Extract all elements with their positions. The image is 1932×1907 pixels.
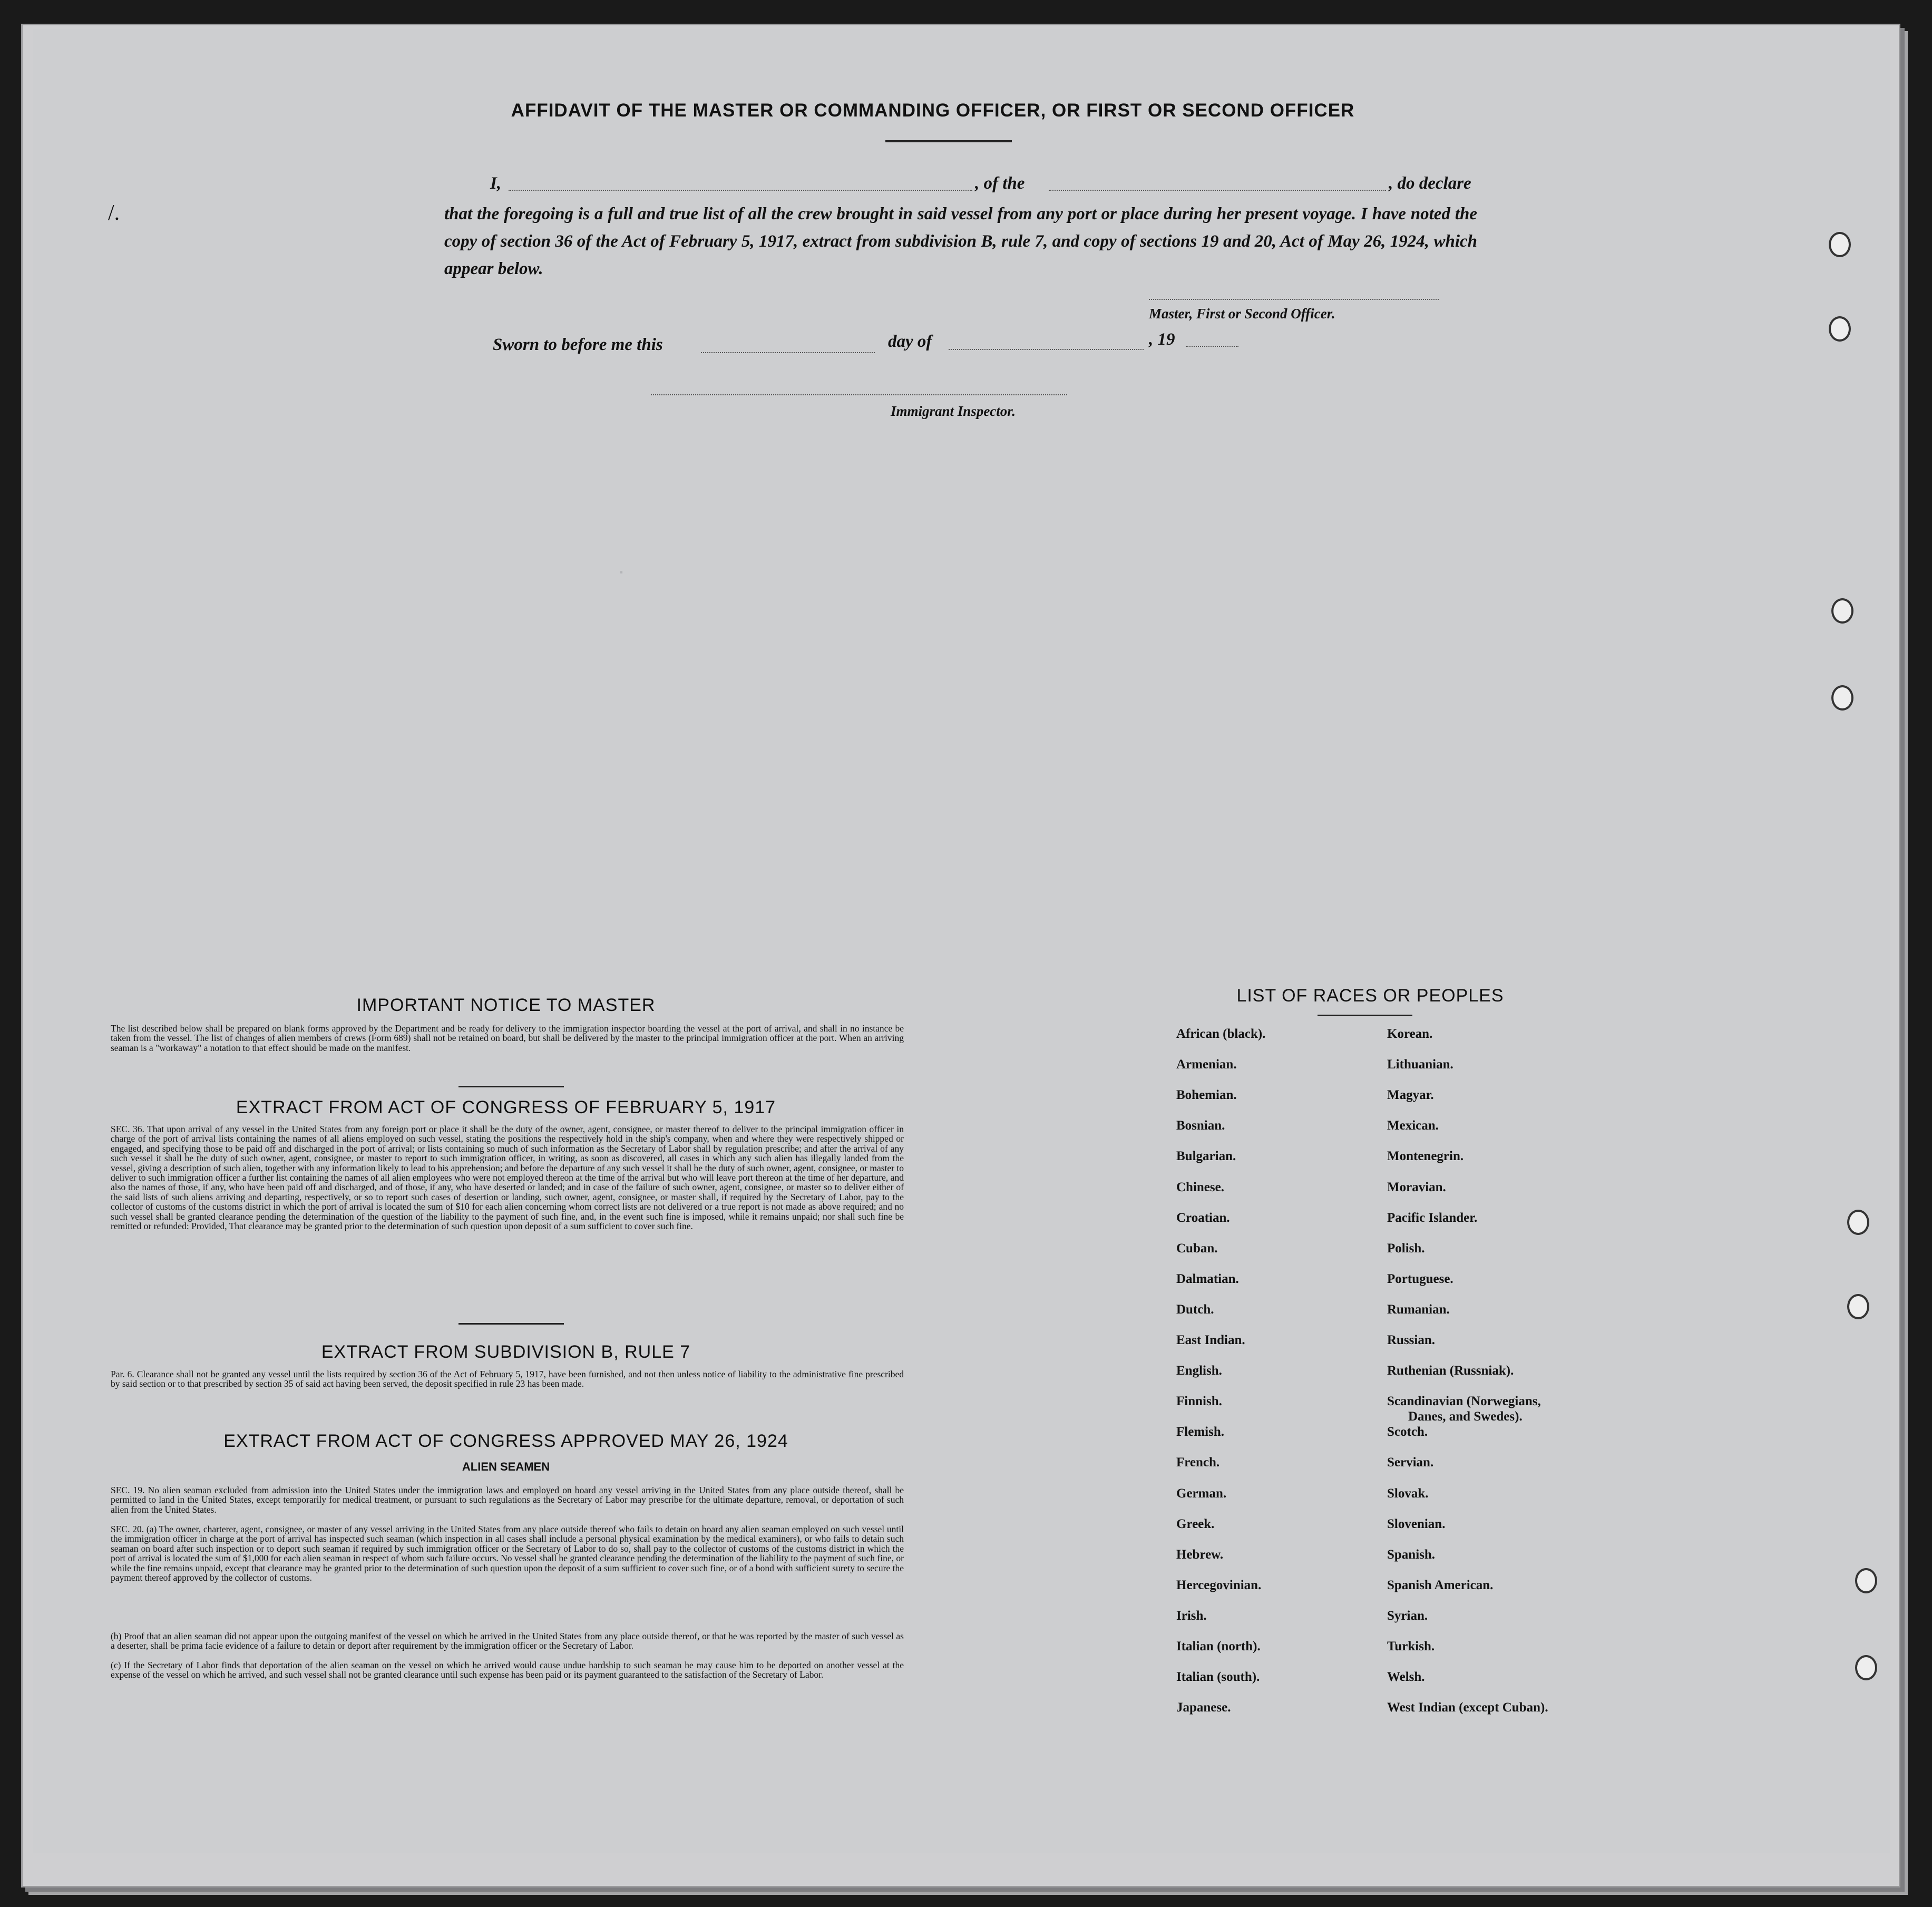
section-divider xyxy=(458,1086,564,1087)
section-20a-text: SEC. 20. (a) The owner, charterer, agent, consignee, or master of any vessel arriving in the United States from any place outside thereof who fails to detain on board any alien seaman employed on such vessel until the immigration officer in charge at the port of arrival has inspected such seaman (which inspection in all cases shall include a personal physical examination by the medical examiners), or who fails to detain such seaman on board after such inspection or to deport such seaman if required by such immigration officer or the Secretary of Labor to do so, shall pay to the collector of customs of the customs district in which the port of arrival is located the sum of $1,000 for each alien seaman in respect of whom such failure occurs. No vessel shall be granted clearance pending the determination of the liability to the payment of such fine, or while the fine remains unpaid, except that clearance may be granted prior to the determination of such question upon the deposit of a sum sufficient to cover such fine, or of a bond with sufficient surety to secure the payment thereof approved by the collector of customs. xyxy=(111,1524,904,1583)
race-item: Russian. xyxy=(1387,1333,1436,1347)
binder-hole xyxy=(1855,1655,1877,1680)
binder-hole xyxy=(1829,316,1851,342)
race-item: Turkish. xyxy=(1387,1639,1435,1653)
race-item: Dutch. xyxy=(1176,1302,1214,1317)
races-underline xyxy=(1318,1015,1412,1016)
race-item: German. xyxy=(1176,1486,1227,1501)
race-item: African (black). xyxy=(1176,1027,1266,1041)
binder-hole xyxy=(1831,598,1853,624)
race-item: Montenegrin. xyxy=(1387,1149,1464,1164)
race-item: Scandinavian (Norwegians, xyxy=(1387,1394,1541,1409)
affidavit-of-the: , of the xyxy=(975,174,1025,193)
extract-1917-text: SEC. 36. That upon arrival of any vessel in the United States from any foreign port or place it shall be the duty of the owner, agent, consignee, or master thereof to deliver to the principal immigration officer in charge of the port of arrival lists containing the names of all aliens employed on such vessel, stating the positions the respectively hold in the ship's company, when and where they were respectively shipped or engaged, and specifying those to be paid off and discharged in the port of arrival; or lists containing so much of such information as the Secretary of Labor shall by regulation prescribe; and after the arrival of any such vessel it shall be the duty of such owner, agent, consignee, or master to report to such immigration officer, in writing, as soon as discovered, all cases in which any such alien has illegally landed from the vessel, giving a description of such alien, together with any information likely to lead to his apprehension; and before the departure of any such vessel it shall be the duty of such owner, agent, consignee, or master to deliver to such immigration officer a further list containing the names of all alien employees who were not employed thereon at the time of the arrival but who will leave port thereon at the time of her departure, and also the names of those, if any, who have been paid off and discharged, and of those, if any, who have deserted or landed; and in case of the failure of such owner, agent, consignee, or master so to deliver either of the said lists of such aliens arriving and departing, respectively, or so to report such cases of desertion or landing, such owner, agent, consignee, or master shall, if required by the Secretary of Labor, pay to the collector of customs of the customs district in which the port of arrival is located the sum of $10 for each alien concerning whom correct lists are not delivered or a true report is not made as above required; and no such vessel shall be granted clearance pending the determination of the question of the liability to the payment of such fine, and, in the event such fine is imposed, while it remains unpaid; nor shall such fine be remitted or refunded: Provided, That clearance may be granted prior to the determination of such question upon deposit of a sum sufficient to cover such fine. xyxy=(111,1124,904,1232)
races-title: LIST OF RACES OR PEOPLES xyxy=(1236,986,1504,1006)
section-divider xyxy=(458,1323,564,1325)
race-item: Slovenian. xyxy=(1387,1516,1446,1531)
race-item: Italian (north). xyxy=(1176,1639,1261,1653)
race-item: Finnish. xyxy=(1176,1394,1222,1409)
section-19-text: SEC. 19. No alien seaman excluded from admission into the United States under the immigration laws and employed on board any vessel arriving in the United States from any place outside thereof, shall be permitted to land in the United States, except temporarily for medical treatment, or pursuant to such regulations as the Secretary of Labor may prescribe for the ultimate departure, removal, or deportation of such alien from the United States. xyxy=(111,1485,904,1515)
race-item: East Indian. xyxy=(1176,1333,1245,1347)
sworn-label: Sworn to before me this xyxy=(493,335,663,354)
race-item: Magyar. xyxy=(1387,1088,1434,1103)
race-item: Syrian. xyxy=(1387,1608,1428,1623)
race-item: Japanese. xyxy=(1176,1700,1231,1715)
race-item: Spanish. xyxy=(1387,1547,1436,1562)
master-signature-line xyxy=(1149,299,1439,300)
binder-hole xyxy=(1847,1294,1869,1319)
race-item: Scotch. xyxy=(1387,1425,1428,1439)
race-item: Welsh. xyxy=(1387,1670,1425,1685)
race-item: Ruthenian (Russniak). xyxy=(1387,1364,1514,1378)
extract-1917-title: EXTRACT FROM ACT OF CONGRESS OF FEBRUARY 5, 1917 xyxy=(236,1097,776,1117)
race-item: Pacific Islander. xyxy=(1387,1210,1478,1225)
title-underline xyxy=(885,140,1012,142)
race-item: Hercegovinian. xyxy=(1176,1578,1262,1592)
race-item: Portuguese. xyxy=(1387,1271,1453,1286)
race-item: Italian (south). xyxy=(1176,1670,1260,1685)
alien-seamen-subtitle: ALIEN SEAMEN xyxy=(462,1460,550,1473)
race-item: Mexican. xyxy=(1387,1118,1439,1133)
binder-hole xyxy=(1829,232,1851,257)
section-20b-text: (b) Proof that an alien seaman did not appear upon the outgoing manifest of the vessel on which he arrived in the United States from any place outside thereof, or that he was reported by the master of such vessel as a deserter, shall be prima facie evidence of a failure to detain or deport after requirement by the immigration officer or the Secretary of Labor. xyxy=(111,1631,904,1651)
section-20c-text: (c) If the Secretary of Labor finds that deportation of the alien seaman on the vessel on which he arrived would cause undue hardship to such seaman he may cause him to be deported on another vessel at the expense of the vessel on which he arrived, and such vessel shall not be granted clearance until such expense has been paid or its payment guaranteed to the satisfaction of the Secretary of Labor. xyxy=(111,1660,904,1680)
race-item: Hebrew. xyxy=(1176,1547,1224,1562)
race-item: Polish. xyxy=(1387,1241,1425,1256)
notice-title: IMPORTANT NOTICE TO MASTER xyxy=(356,995,656,1015)
race-item: Greek. xyxy=(1176,1516,1215,1531)
binder-hole xyxy=(1855,1568,1877,1593)
race-item: Flemish. xyxy=(1176,1425,1224,1439)
race-item: French. xyxy=(1176,1455,1220,1470)
race-item: Croatian. xyxy=(1176,1210,1230,1225)
race-item: Bulgarian. xyxy=(1176,1149,1236,1164)
extract-1924-title: EXTRACT FROM ACT OF CONGRESS APPROVED MAY 26, 1924 xyxy=(223,1431,788,1451)
race-item: Chinese. xyxy=(1176,1180,1224,1194)
affidavit-title: AFFIDAVIT OF THE MASTER OR COMMANDING OFFICER, OR FIRST OR SECOND OFFICER xyxy=(511,100,1355,121)
race-item: West Indian (except Cuban). xyxy=(1387,1700,1548,1715)
race-item: Dalmatian. xyxy=(1176,1271,1239,1286)
inspector-signature-line xyxy=(651,394,1067,395)
vessel-line xyxy=(1049,190,1386,191)
day-of-label: day of xyxy=(888,332,932,351)
race-item: Servian. xyxy=(1387,1455,1434,1470)
race-item: Lithuanian. xyxy=(1387,1057,1453,1072)
race-item: English. xyxy=(1176,1364,1222,1378)
affidavit-i: I, xyxy=(490,174,502,193)
binder-hole xyxy=(1831,685,1853,711)
affidavit-declare: , do declare xyxy=(1389,174,1471,193)
master-caption: Master, First or Second Officer. xyxy=(1149,306,1335,322)
year-label: , 19 xyxy=(1149,330,1175,349)
subdivision-b-title: EXTRACT FROM SUBDIVISION B, RULE 7 xyxy=(321,1342,691,1362)
race-item: Slovak. xyxy=(1387,1486,1429,1501)
race-item: Cuban. xyxy=(1176,1241,1218,1256)
name-line xyxy=(509,190,972,191)
day-line xyxy=(701,352,875,353)
inspector-caption: Immigrant Inspector. xyxy=(891,403,1016,419)
race-item: Irish. xyxy=(1176,1608,1207,1623)
binder-hole xyxy=(1847,1210,1869,1235)
race-item: Danes, and Swedes). xyxy=(1408,1409,1523,1424)
affidavit-body: that the foregoing is a full and true list of all the crew brought in said vessel from any port or place during her present voyage. I have noted the copy of section 36 of the Act of February 5, 1917, extract from subdivision B, rule 7, and copy of sections 19 and 20, Act of May 26, 1924, which appear below. xyxy=(444,205,1477,278)
margin-mark: /. xyxy=(108,201,120,225)
subdivision-b-text: Par. 6. Clearance shall not be granted any vessel until the lists required by section 36 of the Act of February 5, 1917, have been furnished, and not then unless notice of liability to the administrative fine prescribed by said section or to that prescribed by section 35 of said act having been served, the deposit specified in rule 23 has been made. xyxy=(111,1369,904,1389)
notice-text: The list described below shall be prepared on blank forms approved by the Department and be ready for delivery to the immigration inspector boarding the vessel at the port of arrival, and shall in no instance be taken from the vessel. The list of changes of alien members of crews (Form 689) shall not be retained on board, but shall be delivered by the master to the principal immigration officer at the port. When an arriving seaman is a "workaway" a notation to that effect should be made on the manifest. xyxy=(111,1023,904,1053)
race-item: Bohemian. xyxy=(1176,1088,1237,1103)
race-item: Spanish American. xyxy=(1387,1578,1494,1592)
month-line xyxy=(949,349,1144,350)
race-item: Bosnian. xyxy=(1176,1118,1225,1133)
bleed-through-text: · xyxy=(617,564,629,582)
race-item: Moravian. xyxy=(1387,1180,1446,1194)
year-line xyxy=(1186,346,1238,347)
race-item: Rumanian. xyxy=(1387,1302,1450,1317)
race-item: Armenian. xyxy=(1176,1057,1237,1072)
race-item: Korean. xyxy=(1387,1027,1433,1041)
